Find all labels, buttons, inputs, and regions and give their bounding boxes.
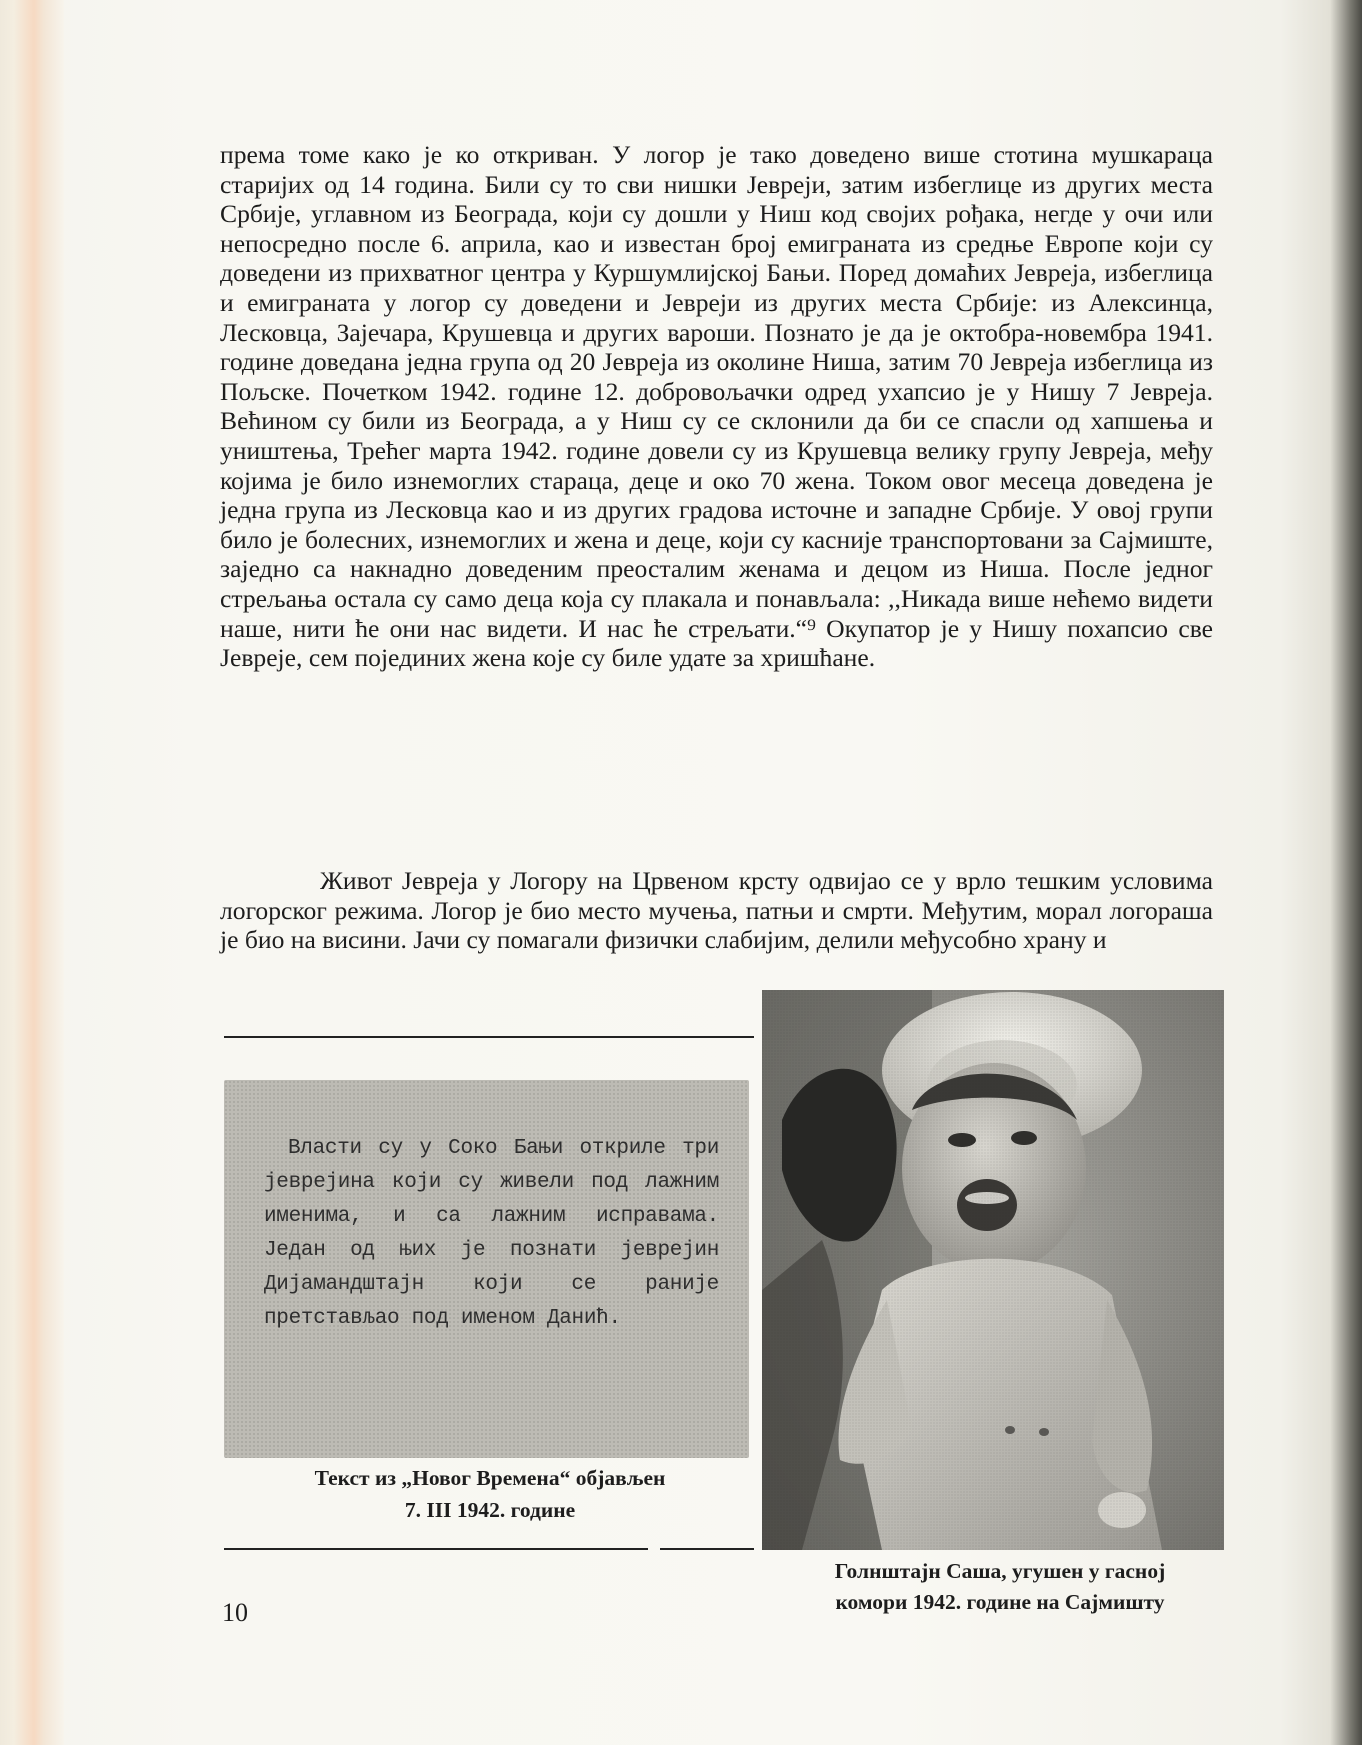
clipping-text: Власти су у Соко Бањи откриле три јеврејина који су живели под лажним именима, и са лажним исправама. Један од њих је познати јеврејин Дијамандштајн који се раније претстављао под именом Данић. <box>264 1137 719 1330</box>
photo-caption <box>770 1556 1230 1618</box>
photo-caption-line-2: комори 1942. године на Сајмишту <box>835 1590 1165 1614</box>
page-binding-edge <box>0 0 64 1745</box>
body-paragraph-1: према томе како је ко откриван. У логор је тако доведено више стотина мушкараца старијих од 14 година. Били су то сви нишки Јевреји, затим избеглице из других места Србије, углавном из Београда, који су дошли у Ниш код својих рођака, негде у очи или непосредно после 6. априла, као и известан број емиграната из средње Европе који су доведени из прихватног центра у Куршумлијској Бањи. Поред домаћих Јевреја, избеглица и емиграната у логор су доведени и Јевреји из других места Србије: из Алексинца, Лесковца, Зајечара, Крушевца и других вароши. Познато је да је октобра-новембра 1941. године доведана једна група од 20 Јевреја из околине Ниша, затим 70 Јевреја избеглица из Пољске. Почетком 1942. године 12. добровољачки одред ухапсио је у Нишу 7 Јевреја. Већином су били из Београда, а у Ниш су се склонили да би се спасли од хапшења и уништења, Трећег марта 1942. године довели су из Крушевца велику групу Јевреја, међу којима је било изнемоглих стараца, деце и око 70 жена. Током овог месеца доведена је једна група из Лесковца као и из других градова источне и западне Србије. У овој групи било је болесних, изнемоглих и жена и деце, који су касније транспортовани за Сајмиште, заједно са накнадно доведеним преосталим женама и децом из Ниша. После једног стрељања остала су само деца која су плакала и понављала: ,,Никада више нећемо видети наше, нити ће они нас видети. И нас ће стрељати.“⁹ Окупатор је у Нишу похапсио све Јевреје, сем појединих жена које су биле удате за хришћане. <box>220 140 1213 673</box>
child-photograph <box>762 990 1224 1550</box>
photo-caption-line-1: Голнштајн Саша, угушен у гасној <box>834 1559 1166 1583</box>
page-number: 10 <box>222 1598 248 1627</box>
clipping-caption-line-1: Текст из „Новог Времена“ објављен <box>314 1466 666 1490</box>
clipping-caption-line-2: 7. III 1942. године <box>404 1498 576 1522</box>
body-paragraph-2: Живот Јевреја у Логору на Црвеном крсту одвијао се у врло тешким условима логорског режима. Логор је био место мучења, патњи и смрти. Међутим, морал логораша је био на висини. Јачи су помагали физички слабијим, делили међусобно храну и <box>220 866 1213 955</box>
rule-top <box>224 1036 754 1038</box>
clipping-caption <box>224 1462 756 1526</box>
newspaper-clipping <box>224 1080 749 1458</box>
rule-bottom-right <box>660 1548 754 1550</box>
rule-bottom-left <box>224 1548 648 1550</box>
child-photo-image <box>762 990 1224 1550</box>
